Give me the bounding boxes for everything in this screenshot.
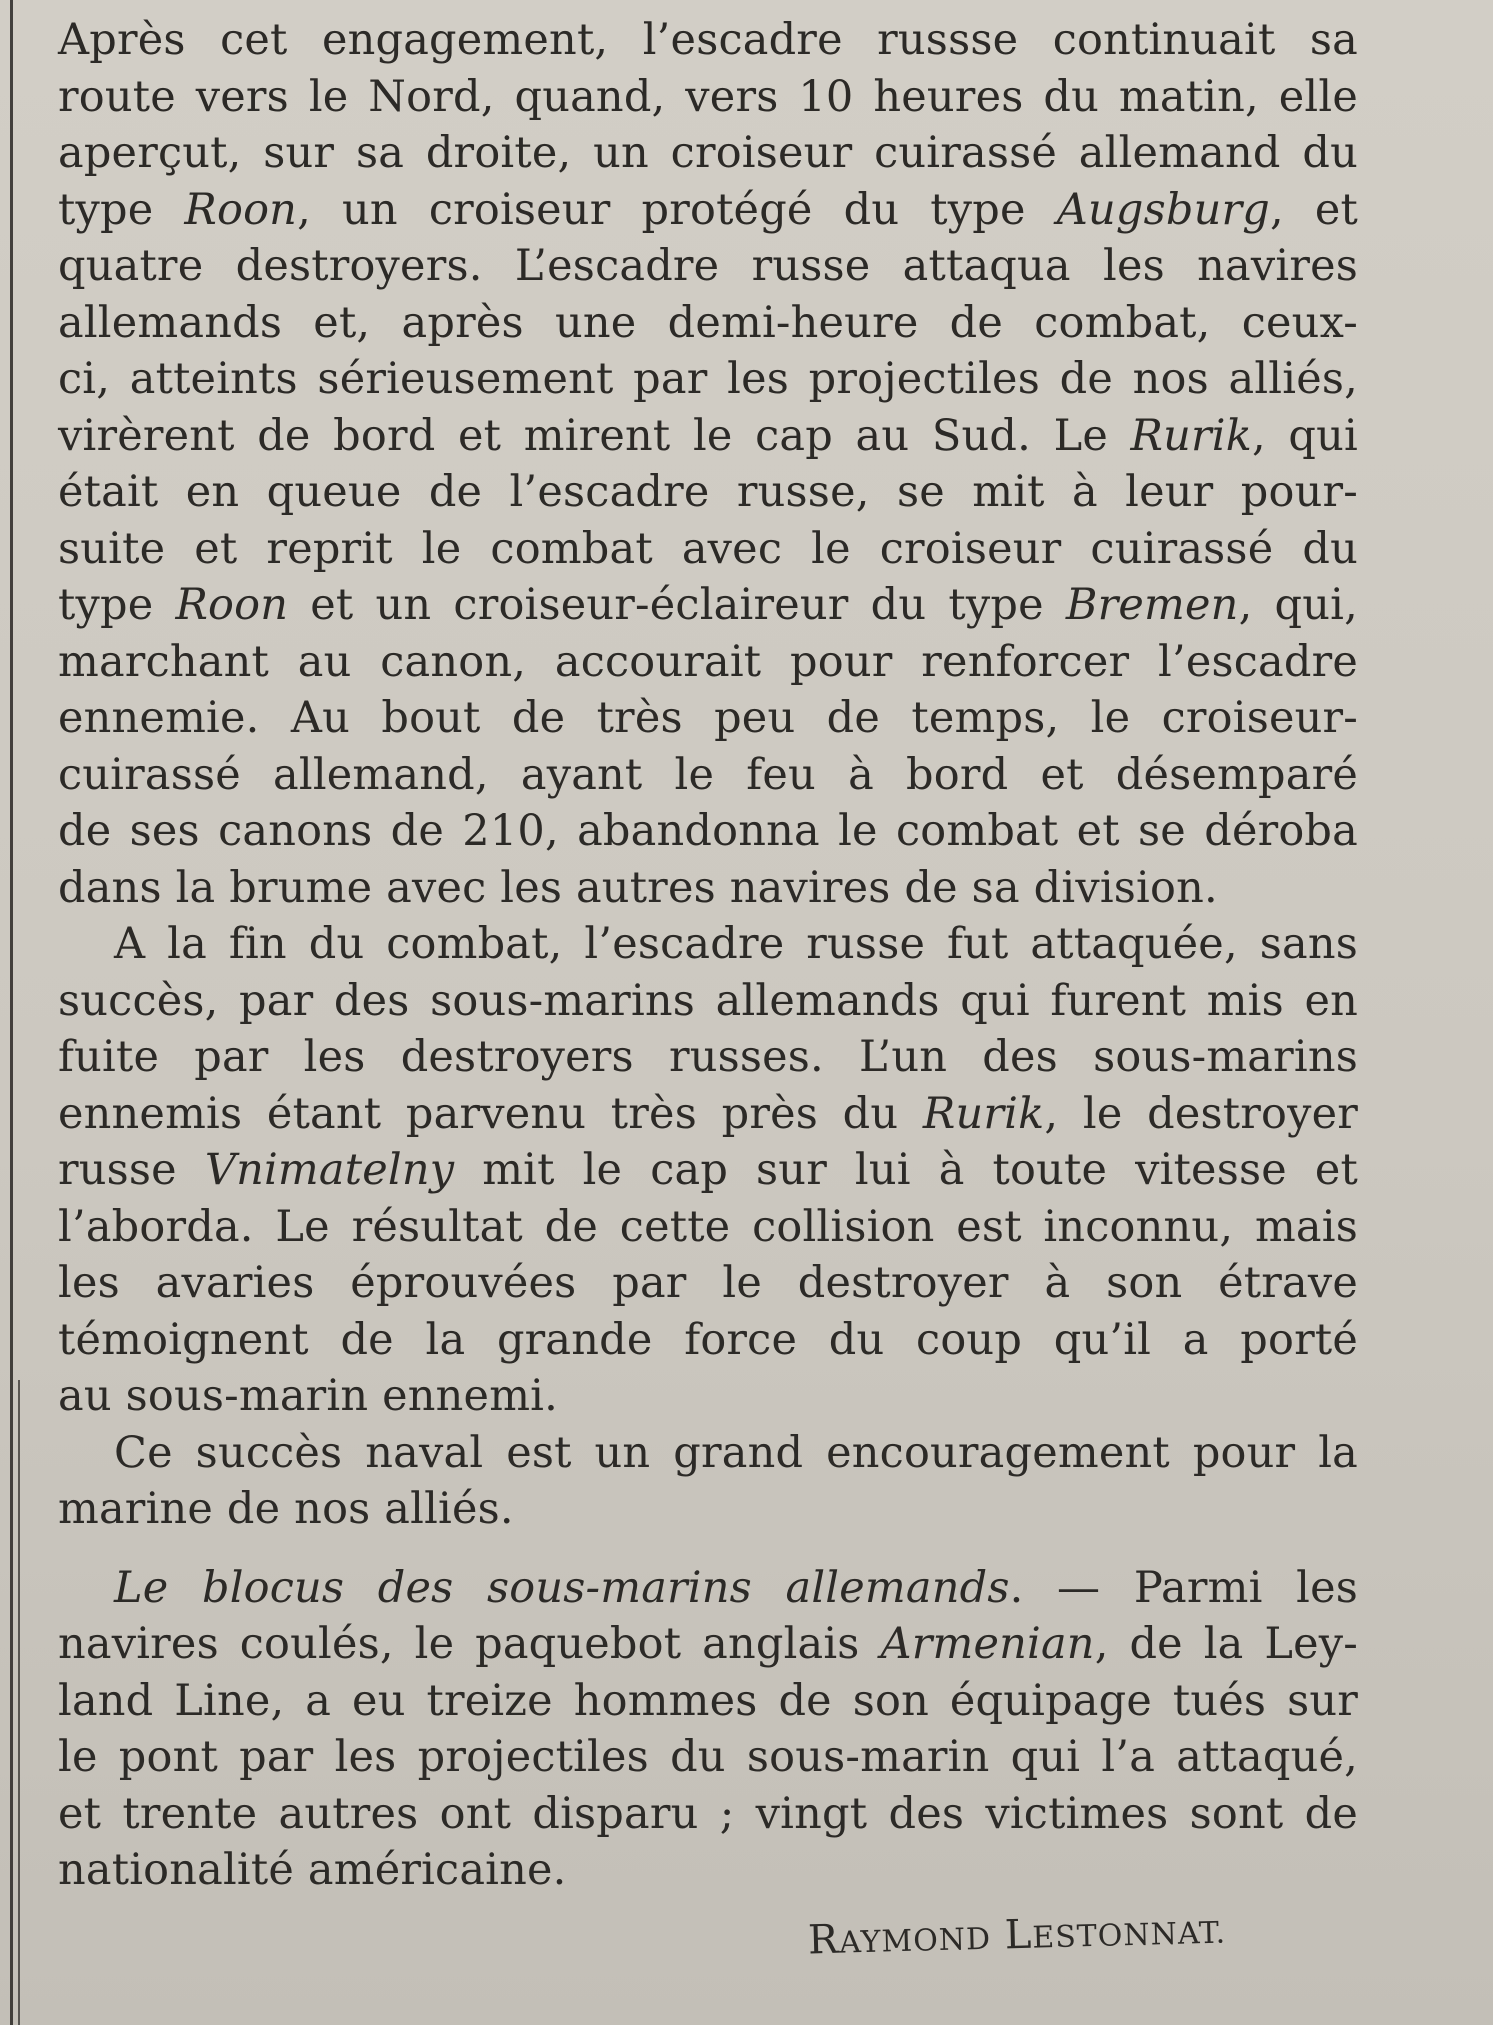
text-run: fuite par les destroyers russes. L’un des sous-marins bbox=[58, 1032, 1358, 1082]
signature-first-initial: R bbox=[807, 1916, 840, 1964]
text-line bbox=[58, 747, 1358, 804]
text-run: témoignent de la grande force du coup qu’il a porté bbox=[58, 1314, 1358, 1365]
paragraph-gap bbox=[58, 1538, 1358, 1560]
text-run: virèrent de bord et mirent le cap au Sud. Le bbox=[58, 410, 1131, 461]
paragraph bbox=[58, 916, 1358, 1425]
text-line bbox=[58, 690, 1358, 747]
text-line bbox=[58, 1842, 1358, 1899]
italic-text: Roon bbox=[175, 580, 289, 630]
text-line bbox=[58, 12, 1358, 69]
text-line bbox=[58, 182, 1358, 239]
text-run: navires coulés, le paquebot anglais bbox=[58, 1619, 881, 1669]
text-line bbox=[58, 860, 1358, 917]
text-run: , qui, bbox=[1238, 580, 1358, 630]
text-run: de ses canons de 210, abandonna le combat et se déroba bbox=[58, 806, 1358, 856]
paragraph bbox=[58, 1425, 1358, 1538]
text-run: type bbox=[58, 580, 176, 630]
text-line bbox=[58, 1616, 1358, 1673]
text-line bbox=[58, 1729, 1358, 1786]
page-gutter-edge-inner bbox=[18, 1380, 20, 2025]
text-run: quatre destroyers. L’escadre russe attaqua les navires bbox=[58, 241, 1358, 291]
text-run: russe bbox=[58, 1145, 205, 1195]
italic-text: Bremen bbox=[1065, 580, 1239, 630]
text-line bbox=[58, 238, 1358, 295]
text-line bbox=[58, 973, 1358, 1030]
text-run: ennemis étant parvenu très près du bbox=[58, 1088, 923, 1139]
italic-text: Le blocus des sous-marins allemands bbox=[114, 1562, 1010, 1613]
text-run: les avaries éprouvées par le destroyer à son étrave bbox=[58, 1258, 1358, 1308]
text-run: Ce succès naval est un grand encouragement pour la bbox=[114, 1427, 1358, 1478]
text-line bbox=[58, 634, 1358, 691]
text-line bbox=[58, 464, 1358, 521]
text-run: était en queue de l’escadre russe, se mit à leur pour- bbox=[58, 467, 1358, 517]
text-line bbox=[58, 69, 1358, 126]
text-run: allemands et, après une demi-heure de combat, ceux- bbox=[58, 297, 1358, 348]
text-line bbox=[58, 1199, 1358, 1256]
text-line bbox=[58, 295, 1358, 352]
text-run: type bbox=[58, 184, 185, 235]
text-line bbox=[58, 1368, 1358, 1425]
paragraph bbox=[58, 12, 1358, 916]
text-line bbox=[58, 521, 1358, 578]
text-line bbox=[58, 1786, 1358, 1843]
text-run: cuirassé allemand, ayant le feu à bord et désemparé bbox=[58, 749, 1358, 800]
italic-text: Vnimatelny bbox=[204, 1145, 455, 1195]
text-run: dans la brume avec les autres navires de sa division. bbox=[58, 862, 1218, 913]
text-line bbox=[58, 1560, 1358, 1617]
text-line bbox=[58, 408, 1358, 465]
text-line bbox=[58, 1425, 1358, 1482]
text-run: marine de nos alliés. bbox=[58, 1484, 514, 1534]
text-run: , le destroyer bbox=[1044, 1088, 1358, 1139]
text-line bbox=[58, 1086, 1358, 1143]
text-line bbox=[58, 1255, 1358, 1312]
text-line bbox=[58, 1142, 1358, 1199]
text-run: ennemie. Au bout de très peu de temps, le croiseur- bbox=[58, 693, 1358, 743]
text-run: l’aborda. Le résultat de cette collision est inconnu, mais bbox=[58, 1201, 1358, 1252]
italic-text: Augsburg bbox=[1056, 184, 1270, 235]
author-signature bbox=[807, 1907, 1226, 1964]
text-run: . — Parmi les bbox=[1009, 1562, 1358, 1613]
signature-last-rest: ESTONNAT. bbox=[1031, 1915, 1227, 1956]
signature-first-rest: AYMOND bbox=[838, 1921, 992, 1961]
text-run: A la fin du combat, l’escadre russe fut attaquée, sans bbox=[114, 919, 1358, 969]
text-line bbox=[58, 803, 1358, 860]
text-run: succès, par des sous-marins allemands qui furent mis en bbox=[58, 975, 1358, 1026]
paragraph bbox=[58, 1560, 1358, 1899]
text-run: , et bbox=[1269, 184, 1358, 235]
text-run: route vers le Nord, quand, vers 10 heures du matin, elle bbox=[58, 71, 1358, 122]
page-gutter-edge bbox=[10, 0, 13, 2025]
text-line bbox=[58, 125, 1358, 182]
text-run: au sous-marin ennemi. bbox=[58, 1371, 559, 1421]
text-run: mit le cap sur lui à toute vitesse et bbox=[454, 1145, 1359, 1195]
text-run: , un croiseur protégé du type bbox=[297, 184, 1057, 235]
signature-last-initial: L bbox=[1004, 1911, 1033, 1959]
text-line bbox=[58, 577, 1358, 634]
italic-text: Armenian bbox=[880, 1619, 1095, 1669]
italic-text: Rurik bbox=[1130, 410, 1252, 461]
text-line bbox=[58, 1029, 1358, 1086]
italic-text: Rurik bbox=[922, 1088, 1045, 1139]
text-run: land Line, a eu treize hommes de son équipage tués sur bbox=[58, 1675, 1358, 1726]
text-run: nationalité américaine. bbox=[58, 1845, 567, 1895]
text-line bbox=[58, 1673, 1358, 1730]
text-run: ci, atteints sérieusement par les projectiles de nos alliés, bbox=[58, 354, 1358, 404]
text-run: suite et reprit le combat avec le croiseur cuirassé du bbox=[58, 523, 1358, 574]
text-run: Après cet engagement, l’escadre russse continuait sa bbox=[58, 15, 1358, 65]
article-body bbox=[58, 12, 1358, 1899]
text-run: aperçut, sur sa droite, un croiseur cuirassé allemand du bbox=[58, 128, 1358, 178]
italic-text: Roon bbox=[184, 184, 298, 235]
text-line bbox=[58, 916, 1358, 973]
text-run: marchant au canon, accourait pour renforcer l’escadre bbox=[58, 636, 1358, 687]
text-line bbox=[58, 1481, 1358, 1538]
text-line bbox=[58, 1312, 1358, 1369]
text-line bbox=[58, 351, 1358, 408]
text-run: , qui bbox=[1251, 410, 1358, 461]
text-run: et un croiseur-éclaireur du type bbox=[288, 580, 1066, 630]
text-run: le pont par les projectiles du sous-marin qui l’a attaqué, bbox=[58, 1732, 1358, 1782]
text-run: et trente autres ont disparu ; vingt des victimes sont de bbox=[58, 1788, 1358, 1839]
text-run: , de la Ley- bbox=[1094, 1619, 1358, 1669]
